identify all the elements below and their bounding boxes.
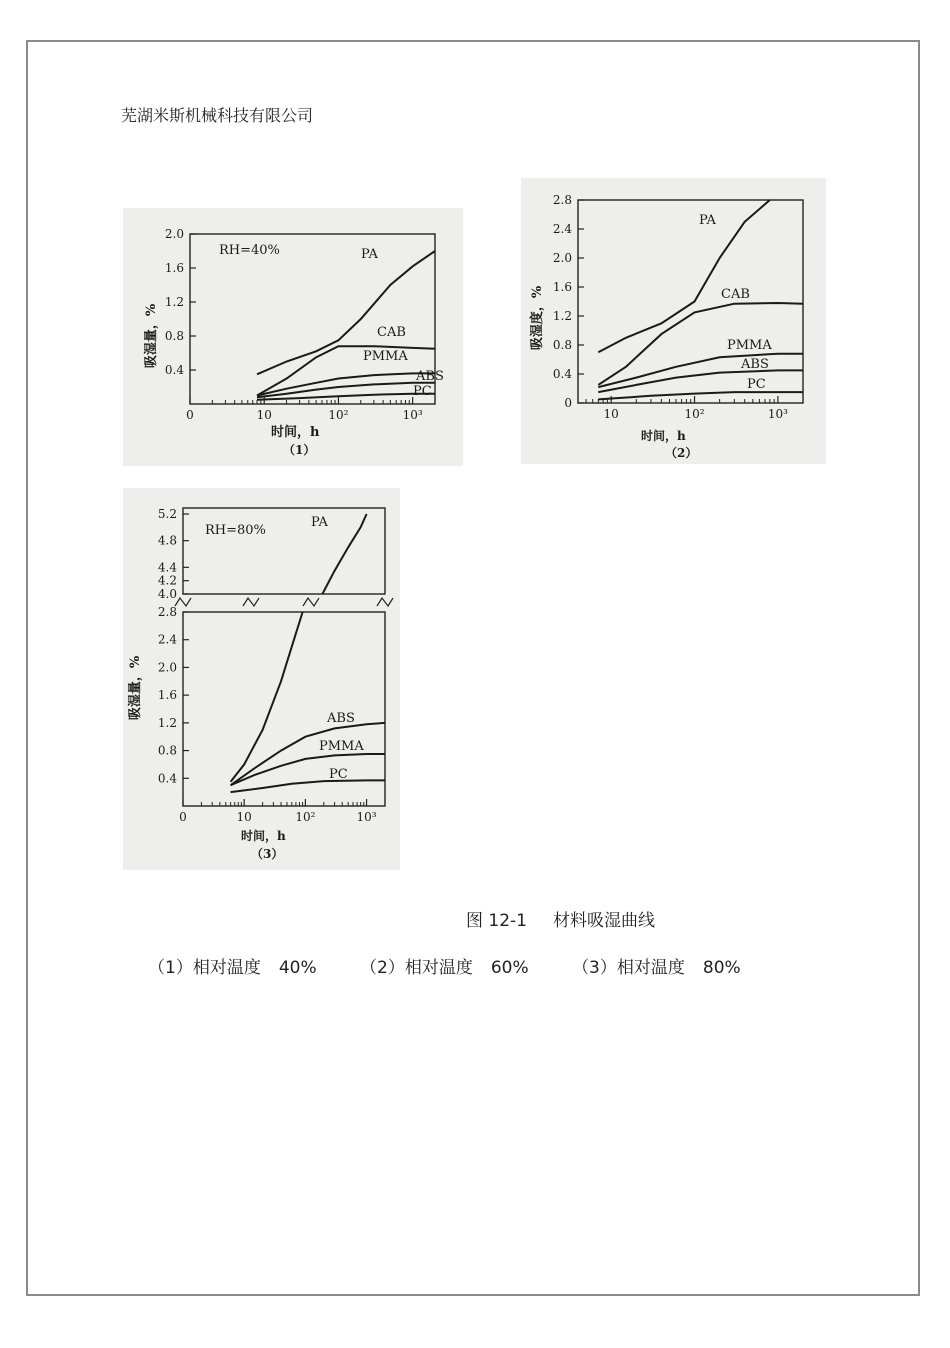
c3-lower-frame <box>183 612 385 806</box>
c1-xtick-label: 10³ <box>402 408 423 422</box>
c3-axis-break-mark <box>175 598 191 606</box>
c3-ylabel: 吸湿量，% <box>128 655 143 721</box>
c3-annotation: RH=80% <box>205 523 266 538</box>
c1-line-pmma <box>257 373 435 395</box>
c3-upper-frame <box>183 508 385 594</box>
c3-label-pmma: PMMA <box>319 739 364 754</box>
c2-line-abs <box>598 370 803 392</box>
c1-xlabel: 时间，h <box>271 425 320 440</box>
c2-line-pc <box>598 392 803 399</box>
c2-panel-label: （2） <box>665 446 698 460</box>
c3-ytick-label: 1.6 <box>157 688 177 703</box>
c3-ytick-label: 0.8 <box>157 743 177 758</box>
subcaption-2 <box>360 958 529 978</box>
subcaption-2-value: 60% <box>490 958 529 978</box>
c2-label-cab: CAB <box>721 287 750 302</box>
c2-ytick-label: 2.8 <box>552 193 572 207</box>
c2-ytick-label: 0 <box>564 396 572 410</box>
c2-label-abs: ABS <box>741 357 769 372</box>
c3-ytick-label: 2.4 <box>157 632 177 647</box>
subcaption-2-label: （2）相对温度 <box>360 958 473 978</box>
c2-label-pa: PA <box>699 213 716 228</box>
c2-xtick-label: 10 <box>603 407 619 421</box>
c1-line-cab <box>257 346 435 395</box>
c3-xtick-label: 10³ <box>356 810 377 824</box>
subcaption-3-value: 80% <box>702 958 741 978</box>
c1-ylabel: 吸湿量，% <box>144 303 159 369</box>
c1-line-pa <box>257 251 435 374</box>
c3-label-abs: ABS <box>327 711 355 726</box>
c3-xtick-label: 0 <box>179 810 187 824</box>
c2-xtick-label: 10² <box>684 407 705 421</box>
c2-ytick-label: 0.4 <box>552 367 572 381</box>
subcaption-1-label: （1）相对温度 <box>148 958 261 978</box>
c3-label-pa: PA <box>311 515 328 530</box>
c1-ytick-label: 0.4 <box>164 363 184 377</box>
subcaption-1-value: 40% <box>278 958 317 978</box>
c1-xtick-label: 0 <box>186 408 194 422</box>
c1-label-pmma: PMMA <box>363 349 408 364</box>
c1-ytick-label: 1.2 <box>164 295 184 309</box>
c3-line-pa-upper <box>322 514 366 594</box>
c3-panel-label: （3） <box>251 847 284 861</box>
c3-ytick-label: 0.4 <box>157 771 177 786</box>
c2-xtick-label: 10³ <box>767 407 788 421</box>
c3-ytick-label: 5.2 <box>157 507 177 521</box>
c3-ytick-label: 4.4 <box>157 560 177 575</box>
c3-ytick-label: 1.2 <box>157 715 177 730</box>
c2-ytick-label: 2.4 <box>552 222 572 236</box>
c2-ytick-label: 1.6 <box>552 280 572 294</box>
c3-ytick-label: 4.8 <box>157 533 177 548</box>
c1-label-pc: PC <box>413 384 432 399</box>
subcaption-3-label: （3）相对温度 <box>572 958 685 978</box>
c1-label-pa: PA <box>361 247 378 262</box>
chart-rh40-svg <box>123 208 463 466</box>
c3-axis-break-mark <box>303 598 319 606</box>
c3-xtick-label: 10² <box>295 810 316 824</box>
c1-label-abs: ABS <box>416 369 444 384</box>
c2-line-cab <box>598 303 803 385</box>
c2-plot-frame <box>578 200 803 403</box>
subcaption-row <box>148 953 779 978</box>
subcaption-1 <box>148 958 317 978</box>
c1-ytick-label: 2.0 <box>164 227 184 241</box>
chart-rh60-svg <box>521 178 826 464</box>
moisture-chart-rh80 <box>123 488 400 870</box>
company-name: 芜湖米斯机械科技有限公司 <box>121 106 314 125</box>
c2-line-pa <box>598 200 770 352</box>
moisture-chart-rh40 <box>123 208 463 466</box>
c1-ytick-label: 1.6 <box>164 261 184 275</box>
c3-line-pc <box>231 780 385 792</box>
c1-xtick-label: 10 <box>256 408 272 422</box>
figure-caption <box>466 906 681 931</box>
c3-line-pa-lower <box>231 612 303 782</box>
c2-label-pmma: PMMA <box>727 338 772 353</box>
c1-panel-label: （1） <box>283 443 316 457</box>
c1-xtick-label: 10² <box>328 408 349 422</box>
c3-ytick-label: 2.0 <box>157 660 177 675</box>
figure-title: 材料吸湿曲线 <box>553 911 655 931</box>
c2-ylabel: 吸湿度，% <box>530 285 545 351</box>
subcaption-3 <box>572 958 741 978</box>
c3-xlabel: 时间，h <box>241 829 286 843</box>
c2-ytick-label: 0.8 <box>552 338 572 352</box>
c1-ytick-label: 0.8 <box>164 329 184 343</box>
c3-label-pc: PC <box>329 767 348 782</box>
c1-plot-frame <box>190 234 435 404</box>
moisture-chart-rh60 <box>521 178 826 464</box>
figure-number: 图 12-1 <box>466 911 527 931</box>
c3-ytick-label: 2.8 <box>157 605 177 619</box>
c3-axis-break-mark <box>377 598 393 606</box>
c1-label-cab: CAB <box>377 325 406 340</box>
c3-ytick-label: 4.0 <box>157 587 177 601</box>
c2-ytick-label: 1.2 <box>552 309 572 323</box>
c3-ytick-label: 4.2 <box>157 573 177 588</box>
chart-rh80-svg <box>123 488 400 870</box>
c1-annotation: RH=40% <box>219 243 280 258</box>
c2-label-pc: PC <box>747 377 766 392</box>
c2-ytick-label: 2.0 <box>552 251 572 265</box>
c3-axis-break-mark <box>243 598 259 606</box>
c2-xlabel: 时间，h <box>641 429 686 443</box>
c3-xtick-label: 10 <box>236 810 252 824</box>
